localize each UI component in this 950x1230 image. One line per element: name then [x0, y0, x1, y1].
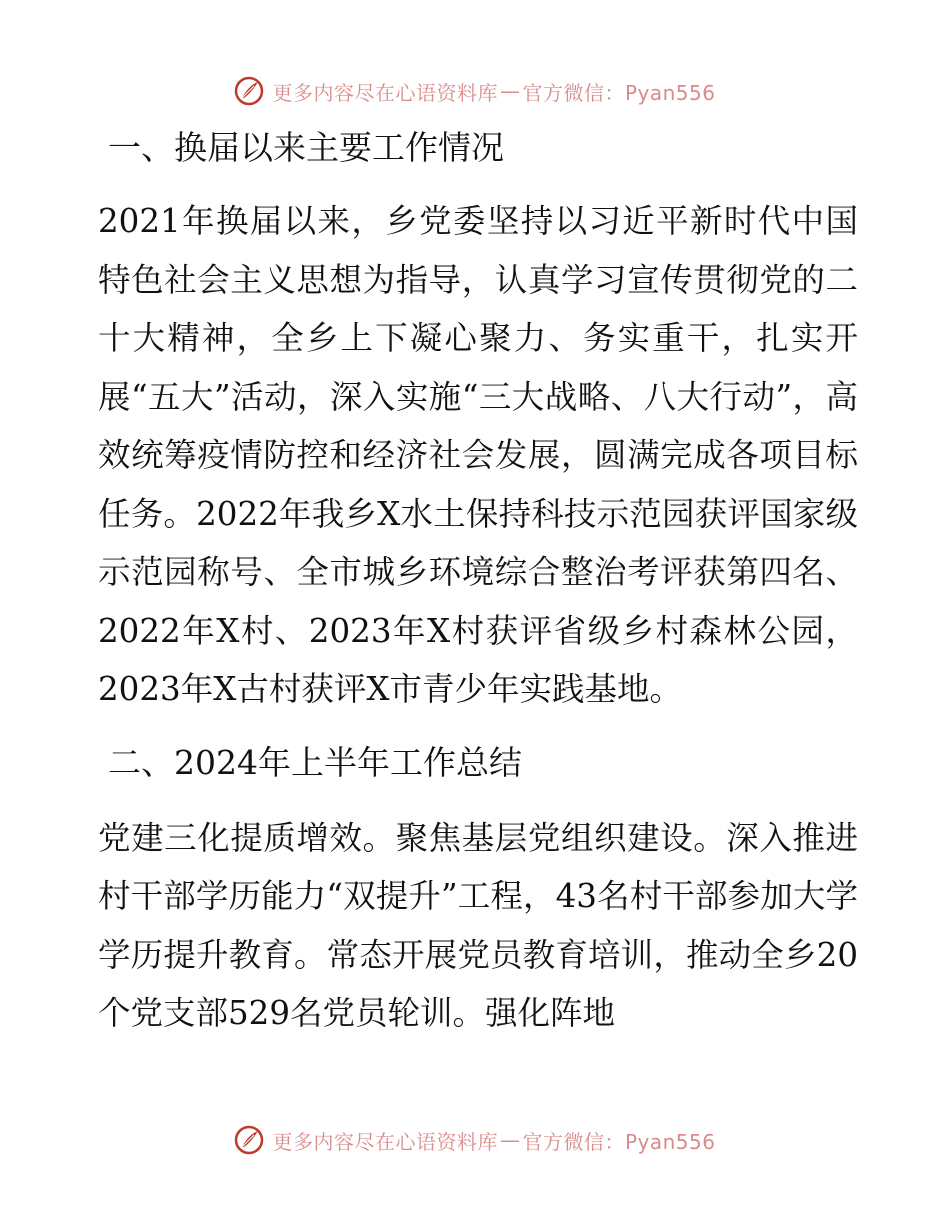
section-paragraph-1: 2021年换届以来，乡党委坚持以习近平新时代中国特色社会主义思想为指导，认真学习宣传贯彻党的二十大精神，全乡上下凝心聚力、务实重干，扎实开展“五大”活动，深入实施“三大战略、八大行动”，高效统筹疫情防控和经济社会发展，圆满完成各项目标任务。2022年我乡X水土保持科技示范园获评国家级示范园称号、全市城乡环境综合整治考评获第四名、2022年X村、2023年X村获评省级乡村森林公园，2023年X古村获评X市青少年实践基地。	[98, 202, 858, 708]
section-heading-2: 二、2024年上半年工作总结	[108, 742, 522, 782]
document-body	[98, 118, 858, 1043]
section-paragraph-2: 党建三化提质增效。聚焦基层党组织建设。深入推进村干部学历能力“双提升”工程，43名村干部参加大学学历提升教育。常态开展党员教育培训，推动全乡20个党支部529名党员轮训。强化阵地	[98, 818, 858, 1032]
watermark-separator: —	[499, 79, 521, 103]
watermark-wechat: 官方微信：Pyan556	[522, 80, 716, 105]
footer-watermark	[0, 1120, 950, 1160]
header-watermark	[0, 71, 950, 111]
feather-logo-icon	[234, 76, 264, 106]
section-heading-1: 一、换届以来主要工作情况	[108, 128, 504, 167]
feather-logo-icon	[234, 1125, 264, 1155]
watermark-separator: —	[499, 1128, 521, 1152]
watermark-text: 更多内容尽在心语资料库	[272, 1129, 498, 1154]
watermark-text: 更多内容尽在心语资料库	[272, 80, 498, 105]
watermark-wechat: 官方微信：Pyan556	[522, 1129, 716, 1154]
